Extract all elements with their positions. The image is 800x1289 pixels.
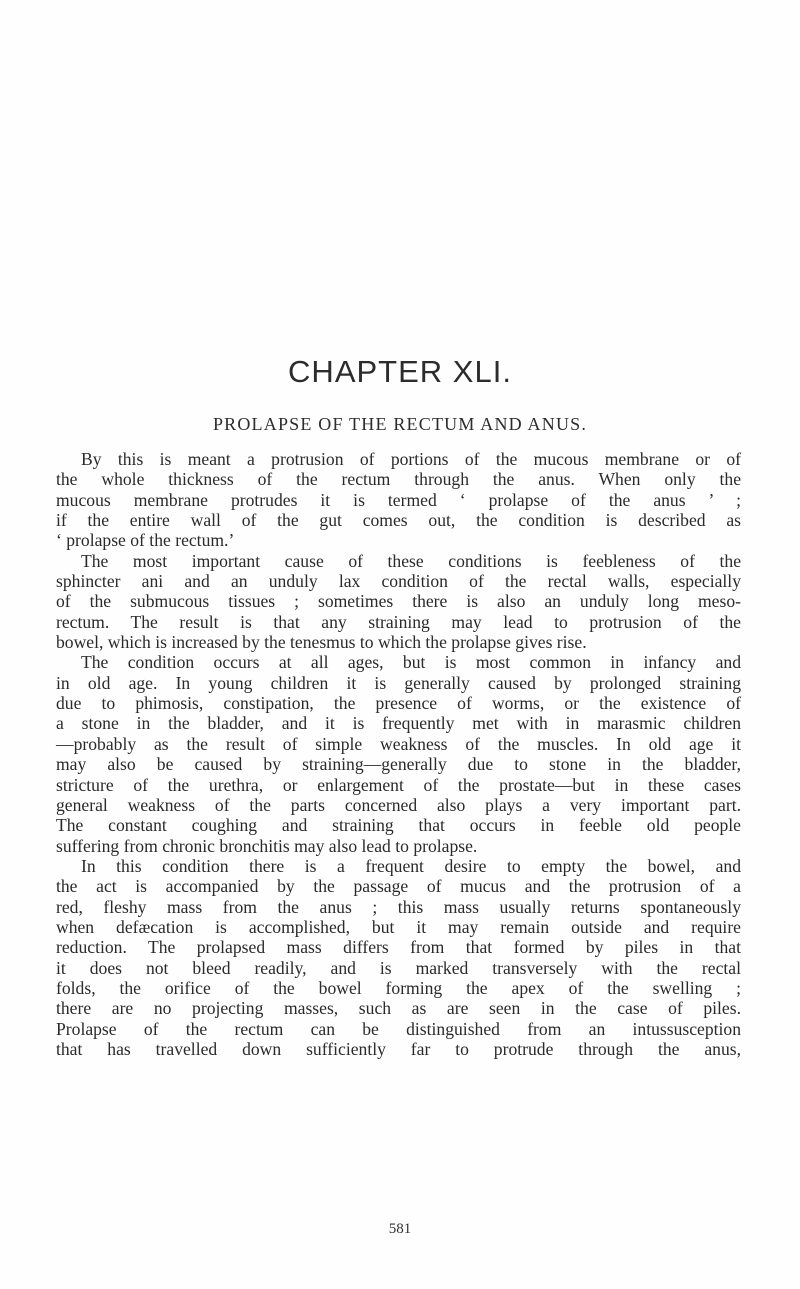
text-line: that has travelled down sufficiently far to protrude through the anus, [56, 1038, 741, 1059]
text-line: By this is meant a protrusion of portions of the mucous membrane or of [81, 449, 741, 469]
text-line: in old age. In young children it is generally caused by prolonged straining [56, 672, 741, 693]
page-number: 581 [388, 1221, 412, 1237]
text-line: rectum. The result is that any straining may lead to protrusion of the [56, 611, 741, 632]
text-line: red, fleshy mass from the anus ; this mass usually returns spontaneously [56, 896, 741, 917]
text-line: there are no projecting masses, such as are seen in the case of piles. [56, 998, 741, 1019]
text-line: suffering from chronic bronchitis may also lead to prolapse. [56, 835, 478, 856]
text-line: the act is accompanied by the passage of mucus and the protrusion of a [56, 876, 741, 897]
text-line: The condition occurs at all ages, but is most common in infancy and [81, 652, 741, 673]
text-line: reduction. The prolapsed mass differs from that formed by piles in that [56, 937, 741, 958]
text-line: if the entire wall of the gut comes out, the condition is described as [56, 510, 741, 531]
body-text [56, 449, 741, 1059]
text-line: bowel, which is increased by the tenesmus to which the prolapse gives rise. [56, 632, 587, 653]
text-line: mucous membrane protrudes it is termed ‘ prolapse of the anus ’ ; [56, 489, 741, 510]
text-line: general weakness of the parts concerned also plays a very important part. [56, 794, 741, 815]
text-line: a stone in the bladder, and it is frequently met with in marasmic children [56, 713, 741, 734]
text-line: In this condition there is a frequent desire to empty the bowel, and [81, 855, 741, 876]
text-line: sphincter ani and an unduly lax condition of the rectal walls, especially [56, 571, 741, 592]
chapter-title: CHAPTER XLI. [288, 354, 512, 389]
text-line: The constant coughing and straining that occurs in feeble old people [56, 815, 741, 836]
text-line: stricture of the urethra, or enlargement of the prostate—but in these cases [56, 774, 741, 795]
text-line: —probably as the result of simple weakness of the muscles. In old age it [56, 733, 741, 754]
text-line: Prolapse of the rectum can be distinguished from an intussusception [56, 1018, 741, 1039]
text-line: it does not bleed readily, and is marked transversely with the rectal [56, 957, 741, 978]
text-line: due to phimosis, constipation, the presence of worms, or the existence of [56, 693, 741, 714]
text-line: folds, the orifice of the bowel forming the apex of the swelling ; [56, 977, 741, 998]
text-line: The most important cause of these conditions is feebleness of the [81, 550, 741, 571]
text-line: the whole thickness of the rectum through the anus. When only the [56, 469, 741, 490]
text-line: of the submucous tissues ; sometimes there is also an unduly long meso- [56, 591, 741, 612]
text-line: when defæcation is accomplished, but it may remain outside and require [56, 916, 741, 937]
text-line: may also be caused by straining—generally due to stone in the bladder, [56, 754, 741, 775]
text-line: ‘ prolapse of the rectum.’ [56, 530, 235, 551]
section-title: PROLAPSE OF THE RECTUM AND ANUS. [212, 414, 588, 434]
